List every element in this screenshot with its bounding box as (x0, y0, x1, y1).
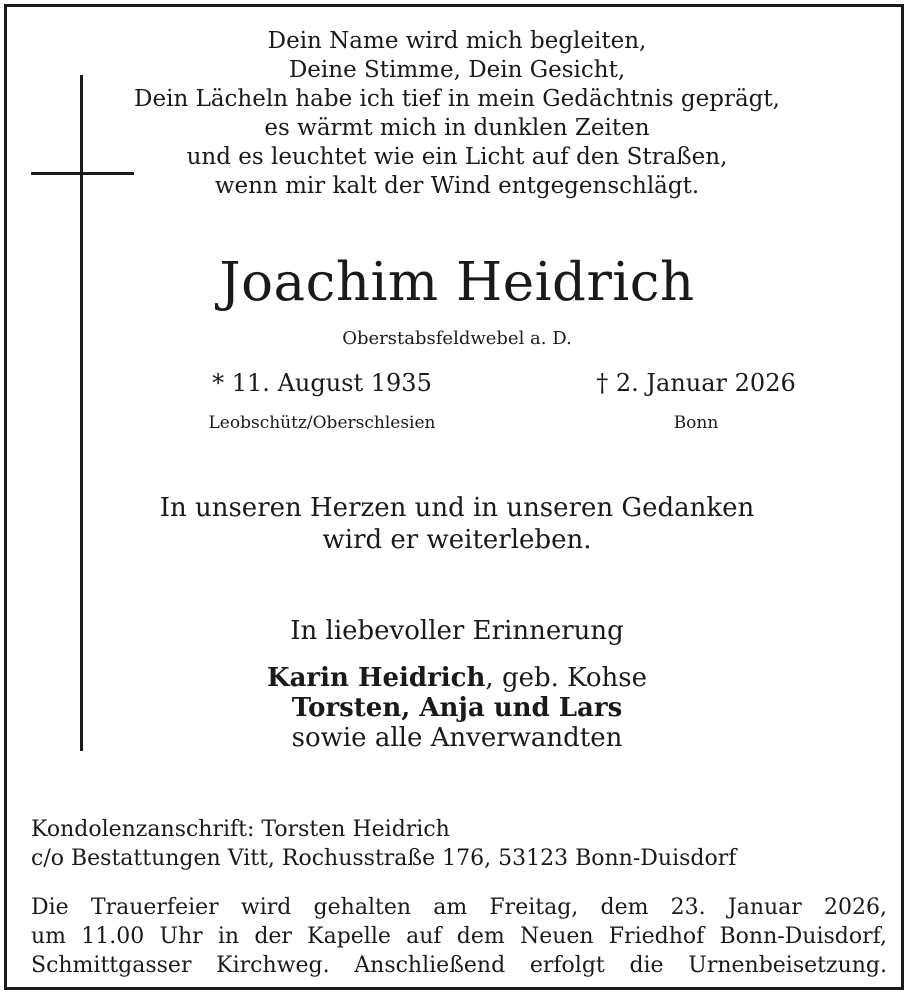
family-line-1 (0, 663, 914, 693)
birth-place: Leobschütz/Oberschlesien (208, 413, 436, 433)
remembrance-heading: In liebevoller Erinnerung (290, 616, 624, 646)
birth-date: * 11. August 1935 (212, 369, 432, 397)
ceremony-info (31, 893, 887, 980)
death-date: † 2. Januar 2026 (596, 369, 796, 397)
memory-line: In unseren Herzen und in unseren Gedanken (159, 493, 755, 523)
ceremony-line: Die Trauerfeier wird gehalten am Freitag, dem 23. Januar 2026, (31, 895, 887, 920)
condolence-line: c/o Bestattungen Vitt, Rochusstraße 176, 53123 Bonn-Duisdorf (31, 846, 737, 871)
poem-line: und es leuchtet wie ein Licht auf den Straßen, (186, 144, 728, 170)
poem-line: Dein Name wird mich begleiten, (267, 28, 647, 54)
death-place: Bonn (673, 413, 719, 433)
condolence-line: Kondolenzanschrift: Torsten Heidrich (31, 817, 450, 842)
ceremony-line: Schmittgasser Kirchweg. Anschließend erfolgt die Urnenbeisetzung. (31, 953, 887, 978)
deceased-name: Joachim Heidrich (219, 252, 695, 313)
ceremony-line: um 11.00 Uhr in der Kapelle auf dem Neuen Friedhof Bonn-Duisdorf, (31, 924, 887, 949)
family-name-karin-suffix: , geb. Kohse (485, 663, 648, 693)
family-name-karin: Karin Heidrich (266, 663, 486, 693)
family-line-2 (0, 693, 914, 723)
poem-line: wenn mir kalt der Wind entgegenschlägt. (214, 173, 700, 199)
memory-text (0, 492, 914, 556)
family-signatures (0, 663, 914, 753)
condolence-address (31, 815, 887, 873)
family-name-children: Torsten, Anja und Lars (291, 693, 623, 723)
poem-line: es wärmt mich in dunklen Zeiten (264, 115, 650, 141)
poem-line: Dein Lächeln habe ich tief in mein Gedächtnis geprägt, (134, 86, 780, 112)
poem (0, 27, 914, 201)
deceased-rank: Oberstabsfeldwebel a. D. (342, 328, 572, 349)
family-line-3: sowie alle Anverwandten (291, 723, 623, 753)
poem-line: Deine Stimme, Dein Gesicht, (288, 57, 626, 83)
memory-line: wird er weiterleben. (322, 525, 592, 555)
